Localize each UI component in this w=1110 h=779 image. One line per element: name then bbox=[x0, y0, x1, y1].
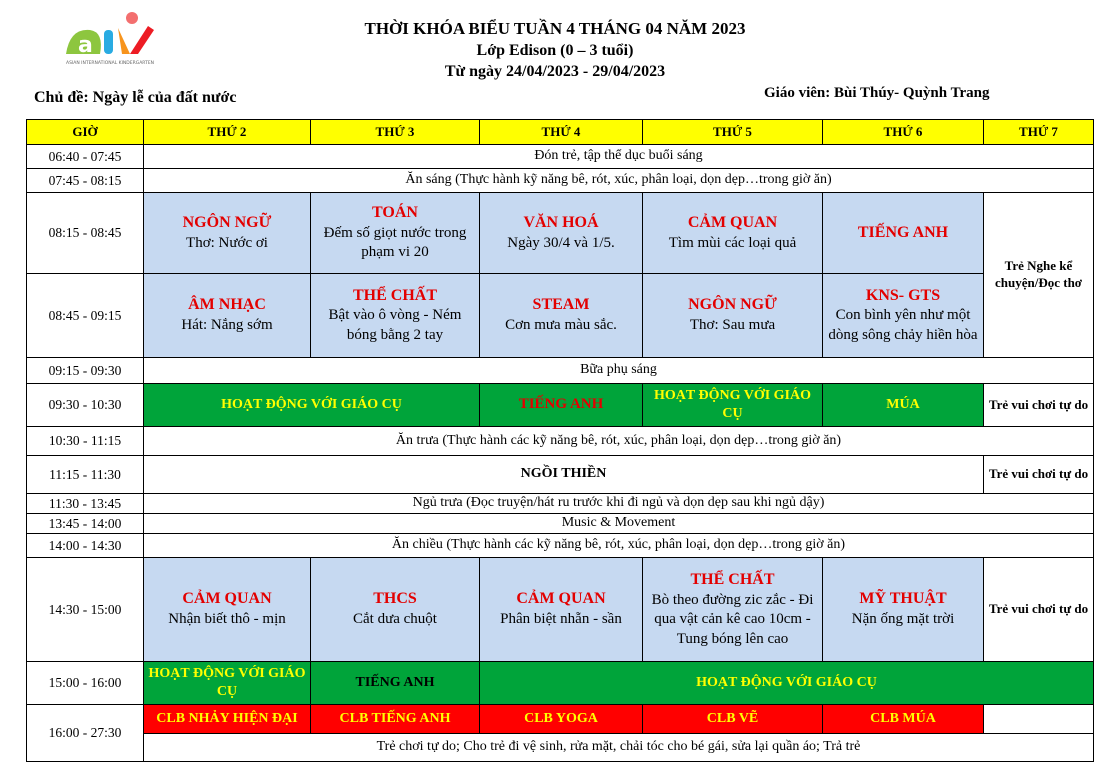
activity-cell: TIẾNG ANH bbox=[311, 662, 480, 705]
lesson-desc: Đếm số giọt nước trong phạm vi 20 bbox=[323, 224, 467, 261]
table-row bbox=[27, 494, 1094, 514]
lesson-cell bbox=[144, 558, 311, 662]
subject-label: STEAM bbox=[532, 296, 590, 314]
activity-cell: Ăn sáng (Thực hành kỹ năng bê, rót, xúc, phân loại, dọn dẹp…trong giờ ăn) bbox=[144, 169, 1094, 193]
subject-label: CẢM QUAN bbox=[687, 213, 778, 231]
col-fri: THỨ 6 bbox=[823, 120, 984, 145]
time-cell: 11:30 - 13:45 bbox=[27, 494, 144, 514]
table-row bbox=[27, 358, 1094, 384]
teacher-label: Giáo viên: Bùi Thúy- Quỳnh Trang bbox=[764, 85, 990, 101]
lesson-desc: Ngày 30/4 và 1/5. bbox=[507, 234, 615, 251]
lesson-desc: Nhận biết thô - mịn bbox=[168, 611, 286, 628]
col-tue: THỨ 3 bbox=[311, 120, 480, 145]
saturday-cell: Trẻ vui chơi tự do bbox=[984, 384, 1094, 427]
subject-label: MỸ THUẬT bbox=[859, 590, 947, 608]
activity-cell: Ăn trưa (Thực hành các kỹ năng bê, rót, xúc, phân loại, dọn dẹp…trong giờ ăn) bbox=[144, 427, 1094, 456]
logo-subtext: ASIAN INTERNATIONAL KINDERGARTEN bbox=[66, 61, 155, 66]
lesson-desc: Tìm mùi các loại quả bbox=[668, 234, 797, 251]
col-mon: THỨ 2 bbox=[144, 120, 311, 145]
table-row bbox=[27, 734, 1094, 762]
club-cell: CLB YOGA bbox=[480, 705, 643, 734]
time-cell: 16:00 - 27:30 bbox=[27, 705, 144, 762]
table-row bbox=[27, 169, 1094, 193]
date-range: Từ ngày 24/04/2023 - 29/04/2023 bbox=[444, 63, 666, 80]
lesson-cell bbox=[311, 193, 480, 274]
col-thu: THỨ 5 bbox=[643, 120, 823, 145]
subject-label: THCS bbox=[373, 590, 417, 608]
activity-cell: HOẠT ĐỘNG VỚI GIÁO CỤ bbox=[480, 662, 1094, 705]
class-name: Lớp Edison (0 – 3 tuổi) bbox=[476, 42, 634, 59]
lesson-cell bbox=[823, 558, 984, 662]
activity-cell: Bữa phụ sáng bbox=[144, 358, 1094, 384]
activity-cell: Music & Movement bbox=[144, 514, 1094, 534]
lesson-desc: Cơn mưa màu sắc. bbox=[505, 317, 617, 334]
table-row bbox=[27, 705, 1094, 734]
schedule-title: THỜI KHÓA BIỂU TUẦN 4 THÁNG 04 NĂM 2023 bbox=[364, 19, 746, 38]
lesson-desc: Thơ: Nước ơi bbox=[186, 234, 268, 251]
time-cell: 15:00 - 16:00 bbox=[27, 662, 144, 705]
club-cell: CLB MÚA bbox=[823, 705, 984, 734]
activity-cell: HOẠT ĐỘNG VỚI GIÁO CỤ bbox=[144, 384, 480, 427]
time-cell: 08:15 - 08:45 bbox=[27, 193, 144, 274]
table-row bbox=[27, 662, 1094, 705]
saturday-cell: Trẻ vui chơi tự do bbox=[984, 558, 1094, 662]
subject-label: KNS- GTS bbox=[865, 286, 941, 304]
activity-cell: Ngủ trưa (Đọc truyện/hát ru trước khi đi ngủ và dọn dẹp sau khi ngủ dậy) bbox=[144, 494, 1094, 514]
activity-cell: Trẻ chơi tự do; Cho trẻ đi vệ sinh, rửa mặt, chải tóc cho bé gái, sửa lại quần áo; Trả trẻ bbox=[144, 734, 1094, 762]
timetable bbox=[26, 119, 1094, 762]
lesson-desc: Bật vào ô vòng - Ném bóng bằng 2 tay bbox=[328, 307, 462, 343]
lesson-cell bbox=[643, 193, 823, 274]
subject-label: NGÔN NGỮ bbox=[688, 296, 777, 314]
time-cell: 06:40 - 07:45 bbox=[27, 145, 144, 169]
activity-cell: Ăn chiều (Thực hành các kỹ năng bê, rót, xúc, phân loại, dọn dẹp…trong giờ ăn) bbox=[144, 534, 1094, 558]
activity-cell: Đón trẻ, tập thể dục buổi sáng bbox=[144, 145, 1094, 169]
subject-label: TIẾNG ANH bbox=[857, 223, 949, 241]
lesson-desc: Thơ: Sau mưa bbox=[689, 317, 776, 334]
lesson-cell bbox=[823, 274, 984, 358]
club-cell: CLB NHẢY HIỆN ĐẠI bbox=[144, 705, 311, 734]
saturday-cell: Trẻ Nghe kể chuyện/Đọc thơ bbox=[984, 193, 1094, 358]
table-row bbox=[27, 193, 1094, 274]
lesson-cell bbox=[311, 274, 480, 358]
subject-label: TOÁN bbox=[372, 204, 418, 222]
time-cell: 07:45 - 08:15 bbox=[27, 169, 144, 193]
activity-cell: TIẾNG ANH bbox=[480, 384, 643, 427]
subject-label: THỂ CHẤT bbox=[690, 570, 775, 588]
subject-label: ÂM NHẠC bbox=[188, 296, 266, 314]
lesson-cell bbox=[311, 558, 480, 662]
club-cell: CLB VẼ bbox=[643, 705, 823, 734]
time-cell: 10:30 - 11:15 bbox=[27, 427, 144, 456]
time-cell: 08:45 - 09:15 bbox=[27, 274, 144, 358]
col-sat: THỨ 7 bbox=[984, 120, 1094, 145]
lesson-cell bbox=[144, 274, 311, 358]
time-cell: 11:15 - 11:30 bbox=[27, 456, 144, 494]
time-cell: 14:30 - 15:00 bbox=[27, 558, 144, 662]
subject-label: CẢM QUAN bbox=[516, 590, 606, 608]
theme-label: Chủ đề: Ngày lễ của đất nước bbox=[34, 89, 237, 106]
time-cell: 09:30 - 10:30 bbox=[27, 384, 144, 427]
table-row bbox=[27, 514, 1094, 534]
subject-label: CẢM QUAN bbox=[182, 590, 272, 608]
lesson-cell bbox=[643, 274, 823, 358]
table-row bbox=[27, 456, 1094, 494]
col-wed: THỨ 4 bbox=[480, 120, 643, 145]
subject-label: NGÔN NGỮ bbox=[182, 213, 272, 231]
activity-cell: HOẠT ĐỘNG VỚI GIÁO CỤ bbox=[643, 384, 823, 427]
time-cell: 13:45 - 14:00 bbox=[27, 514, 144, 534]
saturday-cell: Trẻ vui chơi tự do bbox=[984, 456, 1094, 494]
table-row bbox=[27, 427, 1094, 456]
lesson-cell bbox=[144, 193, 311, 274]
lesson-cell bbox=[823, 193, 984, 274]
col-time: GIỜ bbox=[27, 120, 144, 145]
table-row bbox=[27, 558, 1094, 662]
empty-cell bbox=[984, 705, 1094, 734]
lesson-desc: Con bình yên như một dòng sông chảy hiền hòa bbox=[828, 307, 978, 343]
subject-label: VĂN HOÁ bbox=[523, 213, 599, 231]
activity-cell: MÚA bbox=[823, 384, 984, 427]
lesson-desc: Hát: Nắng sớm bbox=[181, 317, 273, 334]
subject-label: THỂ CHẤT bbox=[352, 286, 437, 304]
activity-cell: NGỒI THIỀN bbox=[144, 456, 984, 494]
time-cell: 09:15 - 09:30 bbox=[27, 358, 144, 384]
header-row bbox=[27, 120, 1094, 145]
club-cell: CLB TIẾNG ANH bbox=[311, 705, 480, 734]
table-row bbox=[27, 274, 1094, 358]
lesson-cell bbox=[480, 274, 643, 358]
table-row bbox=[27, 145, 1094, 169]
time-cell: 14:00 - 14:30 bbox=[27, 534, 144, 558]
lesson-desc: Bò theo đường zic zắc - Đi qua vật cản kê cao 10cm - Tung bóng lên cao bbox=[651, 591, 814, 647]
logo-a: a bbox=[78, 33, 93, 58]
lesson-desc: Phân biệt nhẵn - sần bbox=[500, 611, 622, 628]
lesson-cell bbox=[643, 558, 823, 662]
lesson-cell bbox=[480, 193, 643, 274]
lesson-desc: Nặn ống mặt trời bbox=[851, 611, 955, 628]
activity-cell: HOẠT ĐỘNG VỚI GIÁO CỤ bbox=[144, 662, 311, 705]
lesson-cell bbox=[480, 558, 643, 662]
lesson-desc: Cắt dưa chuột bbox=[353, 611, 437, 628]
school-logo bbox=[60, 8, 160, 78]
table-row bbox=[27, 534, 1094, 558]
table-row bbox=[27, 384, 1094, 427]
